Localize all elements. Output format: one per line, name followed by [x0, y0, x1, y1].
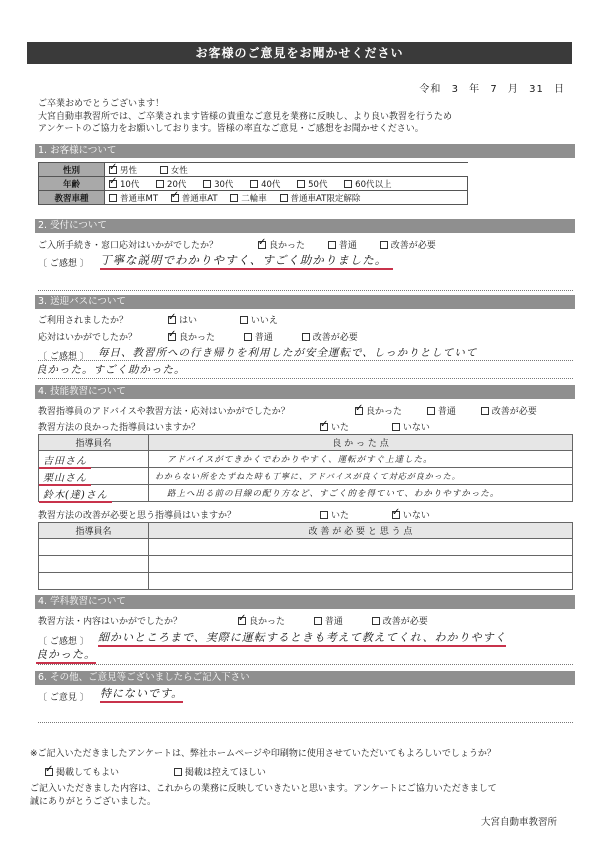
- bus-service-question: 応対はいかがでしたか？: [38, 333, 138, 343]
- divider: [38, 664, 573, 665]
- classroom-options: ✓ 良かった 普通 改善が必要: [238, 614, 448, 627]
- checkbox-skill-normal[interactable]: [427, 407, 435, 415]
- table-row: [39, 556, 573, 573]
- reception-comment-label: 〔 ご感想 〕: [38, 259, 89, 269]
- checkbox-bus-yes[interactable]: [168, 316, 176, 324]
- checkbox-bus-normal[interactable]: [244, 333, 252, 341]
- instructor-name[interactable]: 鈴木(達)さん: [39, 490, 112, 503]
- survey-date: 令和 3 年 7 月 31 日: [419, 84, 565, 95]
- classroom-comment-line2[interactable]: 良かった。: [36, 646, 96, 664]
- bad-instructor-options: いた ✓ いない: [320, 508, 450, 521]
- date-era: 令和: [419, 84, 442, 95]
- checkbox-age-40s[interactable]: [250, 180, 258, 188]
- section-reception-heading: 2. 受付について: [35, 219, 575, 233]
- bus-service-options: ✓ 良かった 普通 改善が必要: [168, 330, 378, 343]
- gender-row: 性別 ✓ 男性 女性: [39, 163, 468, 177]
- bad-instructor-question: 教習方法の改善が必要と思う指導員はいますか？: [38, 511, 237, 521]
- divider: [38, 378, 573, 379]
- consent-options: ✓掲載してもよい 掲載は控えてほしい: [45, 765, 286, 778]
- table-row: [39, 485, 573, 502]
- date-day[interactable]: 31: [529, 84, 544, 95]
- checkbox-good-instructor-no[interactable]: [392, 423, 400, 431]
- section-other-heading: 6. その他、ご意見等ございましたらご記入下さい: [35, 671, 575, 685]
- date-month[interactable]: 7: [490, 84, 498, 95]
- survey-title: お客様のご意見をお聞かせください: [27, 42, 572, 64]
- checkbox-at-release[interactable]: [280, 194, 288, 202]
- other-comment-label: 〔 ご意見 〕: [38, 693, 89, 703]
- section-customer-heading: 1. お客様について: [35, 144, 575, 158]
- bad-table-col-name: 指導員名: [39, 523, 149, 539]
- checkbox-female[interactable]: [160, 166, 168, 174]
- good-instructor-question: 教習方法の良かった指導員はいますか？: [38, 423, 201, 433]
- instructor-good-point[interactable]: アドバイスがてきかくでわかりやすく、運転がすぐ上達した。: [167, 455, 433, 465]
- instructor-good-point[interactable]: 路上へ出る前の目線の配り方など、すごく的を得ていて、わかりやすかった。: [167, 489, 500, 499]
- consent-question: ※ご記入いただきましたアンケートは、弊社ホームページや印刷物に使用させていただいてもよろしいでしょうか？: [30, 749, 496, 759]
- vehicle-row: 教習車種 普通車MT ✓ 普通車AT 二輪車 普通車AT限定解除: [39, 191, 468, 205]
- vehicle-label: 教習車種: [39, 191, 105, 205]
- classroom-question: 教習方法・内容はいかがでしたか？: [38, 617, 183, 627]
- checkbox-age-30s[interactable]: [203, 180, 211, 188]
- checkbox-motorcycle[interactable]: [230, 194, 238, 202]
- divider: [38, 360, 573, 361]
- classroom-comment-line1[interactable]: 細かいところまで、実際に運転するときも考えて教えてくれ、わかりやすく: [98, 629, 506, 647]
- reception-question: ご入所手続き・窓口応対はいかがでしたか？: [38, 241, 219, 251]
- table-row: [39, 468, 573, 485]
- gender-label: 性別: [39, 163, 105, 177]
- table-row: [39, 539, 573, 556]
- instructor-name[interactable]: 栗山さん: [39, 473, 91, 486]
- checkbox-skill-good[interactable]: [355, 407, 363, 415]
- good-table-col-name: 指導員名: [39, 435, 149, 451]
- instructor-good-point[interactable]: わからない所をたずねた時も丁寧に、アドバイスが良くて対応が良かった。: [155, 471, 461, 481]
- intro-text: ご卒業おめでとうございます！ 大宮自動車教習所では、ご卒業されます皆様の貴重なご意見を業務に反映し、より良い教習を行うため アンケートのご協力をお願いしております。皆様の率直なご意見・ご感想をお聞かせください。: [38, 99, 453, 134]
- bus-comment-label: 〔 ご感想 〕: [38, 352, 89, 362]
- checkbox-classroom-improve[interactable]: [372, 617, 380, 625]
- checkbox-age-60s-plus[interactable]: [344, 180, 352, 188]
- checkbox-reception-normal[interactable]: [328, 241, 336, 249]
- checkbox-at[interactable]: [171, 194, 179, 202]
- divider: [38, 290, 573, 291]
- checkbox-age-20s[interactable]: [156, 180, 164, 188]
- checkbox-age-10s[interactable]: [109, 180, 117, 188]
- bus-comment-line2[interactable]: 良かった。すごく助かった。: [36, 364, 186, 376]
- reception-comment[interactable]: 丁寧な説明でわかりやすく、すごく助かりました。: [100, 252, 393, 270]
- checkbox-age-50s[interactable]: [297, 180, 305, 188]
- other-comment[interactable]: 特にないです。: [100, 685, 183, 703]
- instructor-name[interactable]: 吉田さん: [39, 456, 91, 469]
- bus-comment-line1[interactable]: 毎日、教習所への行き帰りを利用したが安全運転で、しっかりとしていて: [98, 347, 478, 359]
- section-classroom-heading: 4. 学科教習について: [35, 595, 575, 609]
- checkbox-good-instructor-yes[interactable]: [320, 423, 328, 431]
- checkbox-bad-instructor-yes[interactable]: [320, 511, 328, 519]
- checkbox-bus-improve[interactable]: [302, 333, 310, 341]
- skill-advice-options: ✓ 良かった 普通 改善が必要: [355, 404, 537, 417]
- divider: [38, 722, 573, 723]
- age-label: 年齢: [39, 177, 105, 191]
- checkbox-reception-good[interactable]: [258, 241, 266, 249]
- checkbox-bus-good[interactable]: [168, 333, 176, 341]
- good-instructor-options: ✓ いた いない: [320, 420, 450, 433]
- good-table-col-point: 良 か っ た 点: [149, 435, 573, 451]
- age-row: 年齢 ✓ 10代 20代 30代 40代 50代 60代以上: [39, 177, 468, 191]
- reception-options: ✓ 良かった 普通 改善が必要: [258, 238, 456, 251]
- bad-table-col-point: 改 善 が 必 要 と 思 う 点: [149, 523, 573, 539]
- bus-usage-options: ✓ はい いいえ: [168, 313, 298, 326]
- section-bus-heading: 3. 送迎バスについて: [35, 295, 575, 309]
- bus-usage-question: ご利用されましたか？: [38, 316, 129, 326]
- classroom-comment-label: 〔 ご感想 〕: [38, 637, 89, 647]
- checkbox-mt[interactable]: [109, 194, 117, 202]
- date-year[interactable]: 3: [451, 84, 459, 95]
- checkbox-reception-improve[interactable]: [380, 241, 388, 249]
- checkbox-bad-instructor-no[interactable]: [392, 511, 400, 519]
- checkbox-bus-no[interactable]: [240, 316, 248, 324]
- section-skill-heading: 4. 技能教習について: [35, 385, 575, 399]
- checkbox-classroom-normal[interactable]: [314, 617, 322, 625]
- checkbox-skill-improve[interactable]: [481, 407, 489, 415]
- customer-profile-table: [38, 162, 468, 205]
- organization-name: 大宮自動車教習所: [480, 817, 557, 828]
- footer-message: ご記入いただきました内容は、これからの業務に反映していきたいと思います。アンケートにご協力いただきまして 誠にありがとうございました。: [30, 784, 497, 807]
- table-row: [39, 451, 573, 468]
- good-instructor-table: [38, 434, 573, 502]
- bad-instructor-table: [38, 522, 573, 590]
- checkbox-consent-yes[interactable]: [45, 768, 53, 776]
- checkbox-classroom-good[interactable]: [238, 617, 246, 625]
- checkbox-male[interactable]: [109, 166, 117, 174]
- checkbox-consent-no[interactable]: [174, 768, 182, 776]
- skill-advice-question: 教習指導員のアドバイスや教習方法・応対はいかがでしたか？: [38, 407, 290, 417]
- table-row: [39, 573, 573, 590]
